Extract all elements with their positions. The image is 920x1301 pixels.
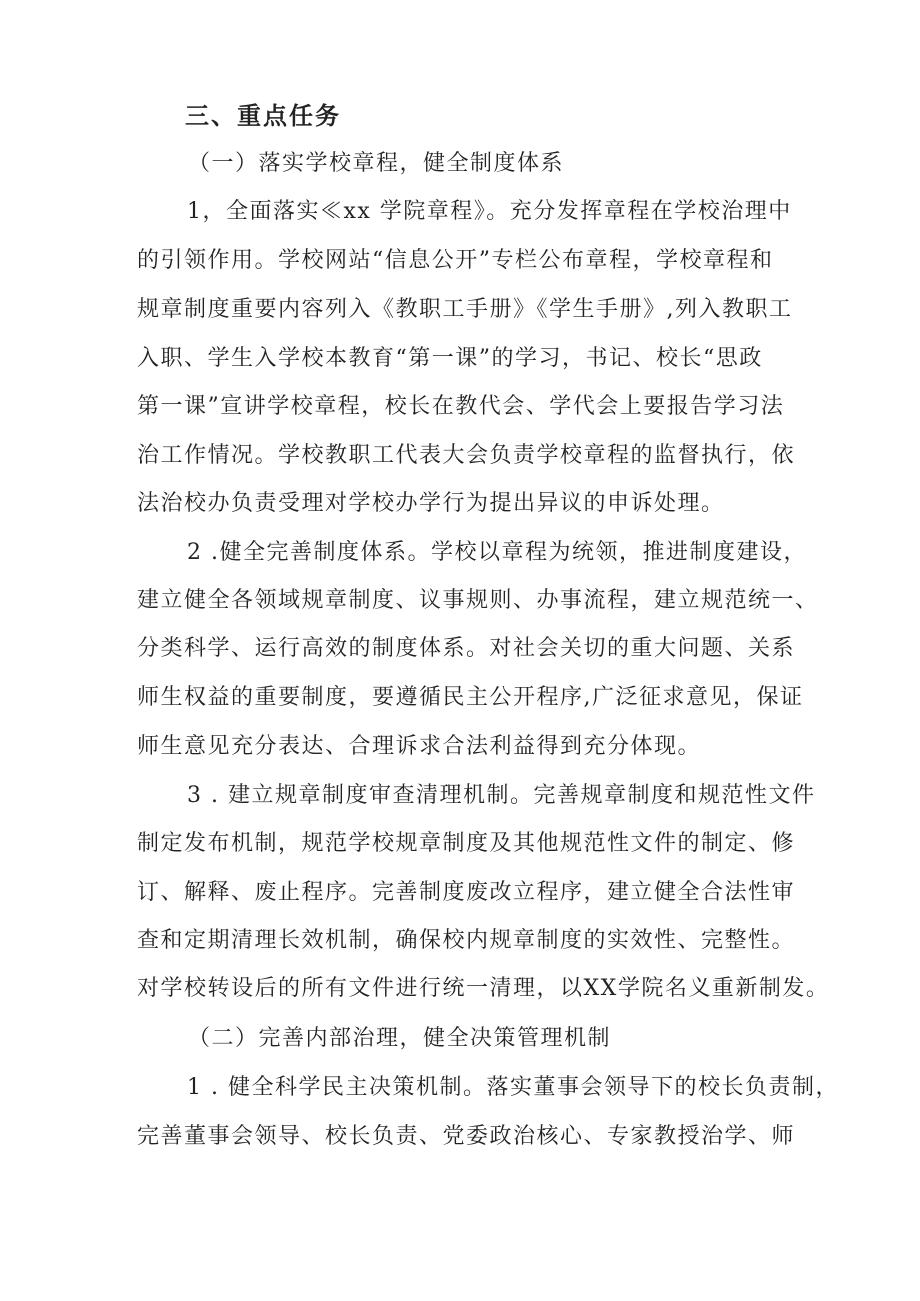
- paragraph-line: 建立健全各领域规章制度、议事规则、办事流程，建立规范统一、: [137, 588, 819, 613]
- paragraph-line: 1 . 健全科学民主决策机制。落实董事会领导下的校长负责制，: [187, 1075, 839, 1100]
- paragraph-line: 3 . 建立规章制度审查清理机制。完善规章制度和规范性文件: [187, 783, 816, 808]
- paragraph-line: 入职、学生入学校本教育“第一课”的学习，书记、校长“思政: [137, 346, 763, 371]
- paragraph-line: 1，全面落实≪xx 学院章程》。充分发挥章程在学校治理中: [187, 199, 792, 224]
- paragraph-line: 师生权益的重要制度，要遵循民主公开程序,广泛征求意见，保证: [137, 685, 804, 710]
- paragraph-line: 查和定期清理长效机制，确保校内规章制度的实效性、完整性。: [137, 928, 796, 953]
- section-heading: 三、重点任务: [185, 102, 341, 130]
- paragraph-line: 对学校转设后的所有文件进行统一清理，以XX学院名义重新制发。: [137, 976, 830, 1001]
- paragraph-line: 分类科学、运行高效的制度体系。对社会关切的重大问题、关系: [137, 636, 796, 661]
- paragraph-line: 的引领作用。学校网站“信息公开”专栏公布章程，学校章程和: [137, 248, 774, 273]
- paragraph-line: 规章制度重要内容列入《教职工手册》《学生手册》,列入教职工: [137, 297, 793, 322]
- paragraph-line: 完善董事会领导、校长负责、党委政治核心、专家教授治学、师: [137, 1124, 796, 1149]
- subsection-1-title: （一）落实学校章程，健全制度体系: [188, 151, 565, 176]
- paragraph-line: 制定发布机制，规范学校规章制度及其他规范性文件的制定、修: [137, 831, 796, 856]
- paragraph-line: 法治校办负责受理对学校办学行为提出异议的申诉处理。: [137, 491, 725, 516]
- paragraph-line: 第一课”宣讲学校章程，校长在教代会、学代会上要报告学习法: [137, 394, 785, 419]
- paragraph-line: 2 .健全完善制度体系。学校以章程为统领，推进制度建设，: [187, 540, 807, 565]
- paragraph-line: 治工作情况。学校教职工代表大会负责学校章程的监督执行，依: [137, 443, 796, 468]
- paragraph-line: 订、解释、废止程序。完善制度废改立程序，建立健全合法性审: [137, 880, 796, 905]
- paragraph-line: 师生意见充分表达、合理诉求合法利益得到充分体现。: [137, 734, 702, 759]
- subsection-2-title: （二）完善内部治理，健全决策管理机制: [188, 1026, 612, 1051]
